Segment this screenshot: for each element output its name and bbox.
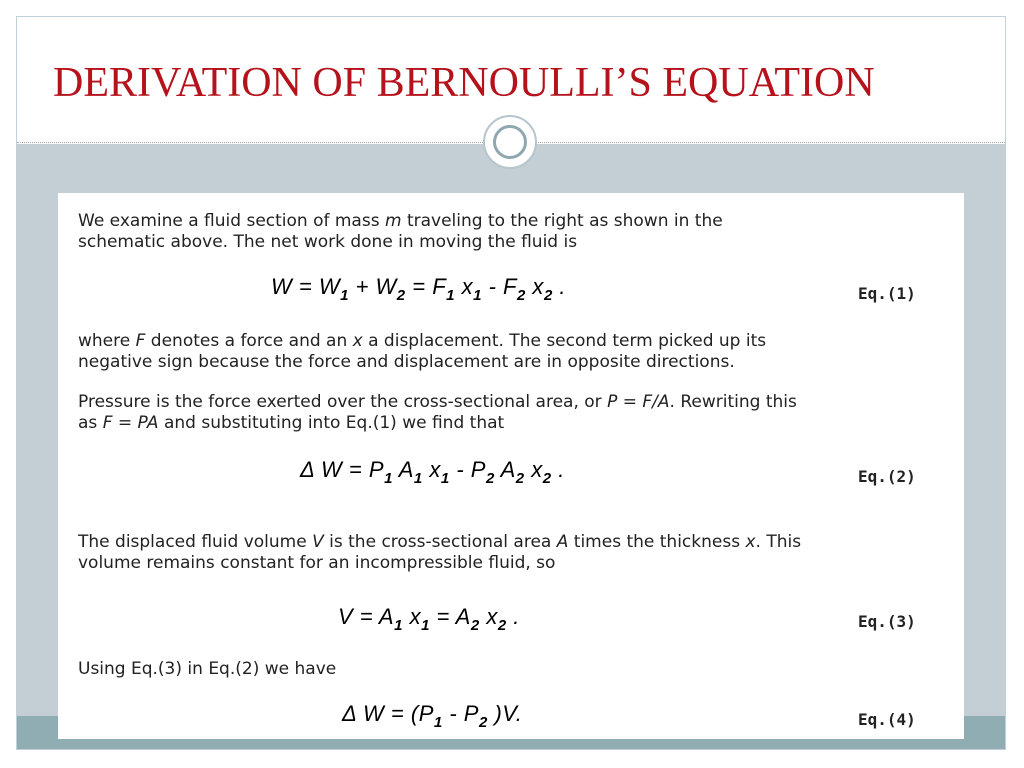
- equation-3-label: Eq.(3): [858, 612, 916, 631]
- paragraph-5: Using Eq.(3) in Eq.(2) we have: [78, 659, 337, 679]
- equation-1-label: Eq.(1): [858, 284, 916, 303]
- equation-1: $W = W_1 + W_2 = F_1$ $x_1 - F_2$ $x_2$ .: [271, 274, 567, 304]
- equation-4-label: Eq.(4): [858, 710, 916, 729]
- ornament-inner-ring: [493, 125, 527, 159]
- p2-line-2: negative sign because the force and displacement are in opposite directions.: [78, 352, 735, 372]
- equation-2-label: Eq.(2): [858, 467, 916, 486]
- p1-line-2: schematic above. The net work done in moving the fluid is: [78, 232, 578, 252]
- p1-text-a: We examine a fluid section of mass: [78, 211, 385, 231]
- p1-mass-symbol: m: [384, 211, 402, 231]
- equation-4: Δ $W = (P_1 - P_2$ )V.: [342, 701, 523, 731]
- derivation-panel: [58, 193, 964, 739]
- p1-text-b: traveling to the right as shown in the: [401, 211, 723, 231]
- paragraph-1: [78, 211, 723, 253]
- slide-title: DERIVATION OF BERNOULLI’S EQUATION: [53, 60, 875, 106]
- p4-line-2: volume remains constant for an incompressible fluid, so: [78, 553, 556, 573]
- circle-ornament-icon: [483, 115, 537, 169]
- paragraph-2: where F denotes a force and an x a displacement. The second term picked up its negative sign because the force and displacement are in opposite directions.: [78, 331, 767, 372]
- paragraph-3: Pressure is the force exerted over the cross-sectional area, or P = F/A. Rewriting this as F = PA and substituting into Eq.(1) we find that: [78, 392, 797, 433]
- paragraph-4: The displaced fluid volume V is the cross-sectional area A times the thickness x. This volume remains constant for an incompressible fluid, so: [78, 532, 802, 573]
- equation-3: $V = A_1$ $x_1 = A_2$ $x_2$ .: [338, 604, 520, 634]
- equation-2: Δ $W = P_1$ $A_1$ $x_1 - P_2$ $A_2$ $x_2$ .: [300, 457, 565, 487]
